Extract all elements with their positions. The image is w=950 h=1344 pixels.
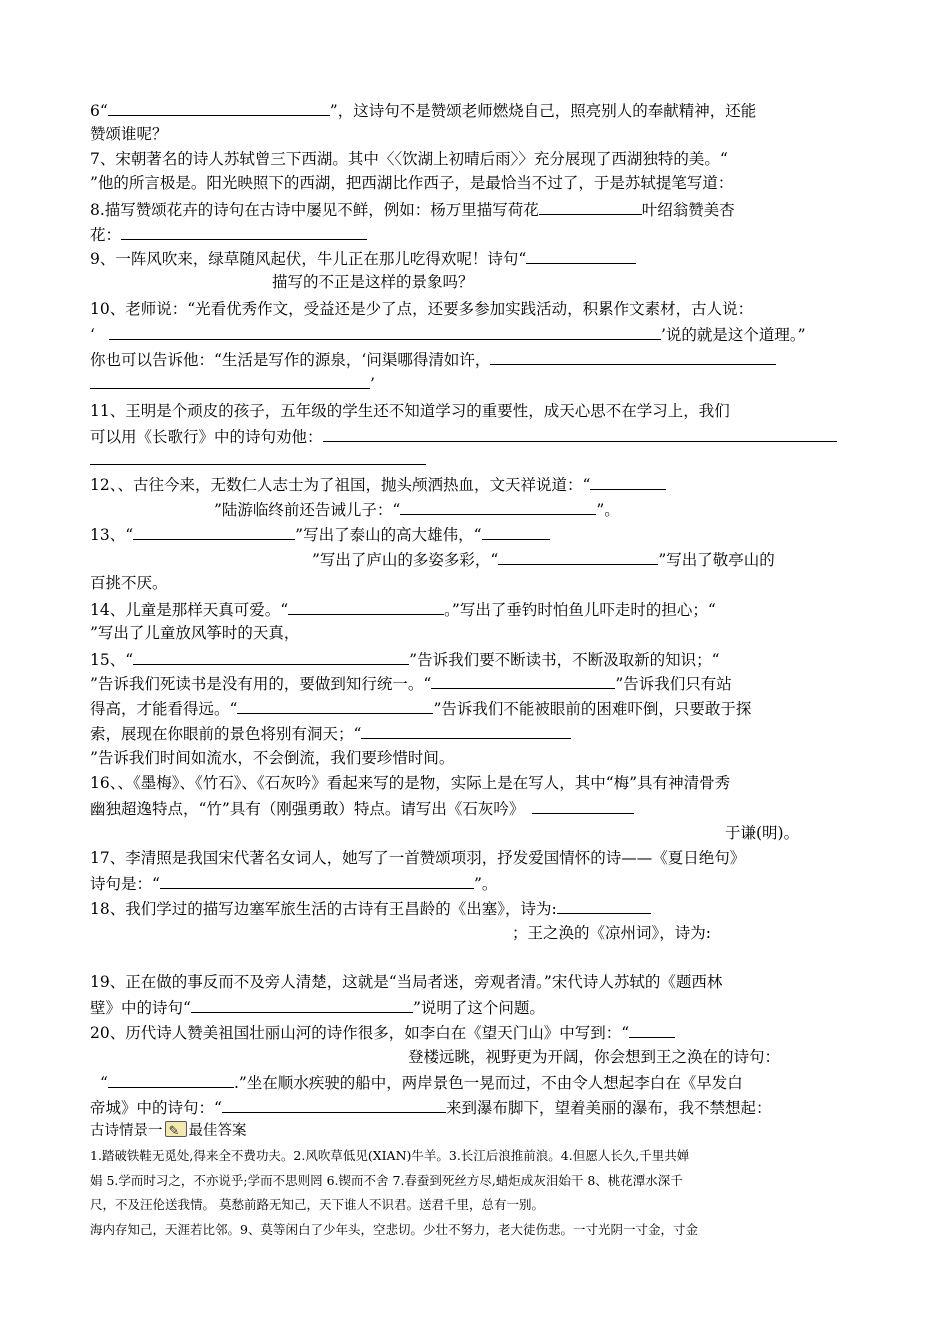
blank-q6[interactable] xyxy=(108,98,330,116)
question-19-line-1: 19、正在做的事反而不及旁人清楚，这就是“当局者迷，旁观者清。”宋代诗人苏轼的《题西林 xyxy=(90,973,723,991)
question-16-line-1: 16、、《墨梅》、《竹石》、《石灰吟》看起来写的是物，实际上是在写人，其中“梅”具有神清骨秀 xyxy=(90,774,731,792)
question-20-line-4: 帝城》中的诗句：“ 来到瀑布脚下，望着美丽的瀑布，我不禁想起： xyxy=(90,1095,771,1119)
question-15-line-1: 15、“ ”告诉我们要不断读书，不断汲取新的知识；“ xyxy=(90,647,720,671)
question-7-line-2: ”他的所言极是。阳光映照下的西湖，把西湖比作西子，是最恰当不过了，于是苏轼提笔写道： xyxy=(90,174,734,192)
blank-q8-apricot[interactable] xyxy=(121,222,367,240)
question-20-line-1: 20、历代诗人赞美祖国壮丽山河的诗作很多，如李白在《望天门山》中写到：“ xyxy=(90,1020,675,1044)
answers-heading: 古诗情景一✎ 最佳答案 xyxy=(90,1119,247,1143)
question-15-line-3: 得高，才能看得远。“ ”告诉我们不能被眼前的困难吓倒，只要敢于探 xyxy=(90,696,751,720)
question-13-line-3: 百挑不厌。 xyxy=(90,574,168,592)
question-16-line-3: 于谦(明)。 xyxy=(725,824,800,842)
question-15-line-4: 索，展现在你眼前的景色将别有洞天；“ xyxy=(90,721,571,745)
question-6-line-2: 赞颂谁呢？ xyxy=(90,125,168,143)
blank-q20-a[interactable] xyxy=(629,1020,675,1038)
question-12-line-2: ”陆游临终前还告诫儿子：“ ”。 xyxy=(214,497,620,521)
question-18-line-2: ；王之涣的《凉州词》，诗为: xyxy=(512,924,711,942)
blank-q8-lotus[interactable] xyxy=(539,197,642,215)
question-18-line-1: 18、我们学过的描写边塞军旅生活的古诗有王昌龄的《出塞》，诗为: xyxy=(90,896,651,920)
question-14-line-2: ”写出了儿童放风筝时的天真， xyxy=(90,624,300,642)
blank-q15-c[interactable] xyxy=(431,671,615,689)
question-17-line-1: 17、李清照是我国宋代著名女词人，她写了一首赞颂项羽，抒发爱国情怀的诗——《夏日绝句》 xyxy=(90,849,746,867)
question-20-line-3: “ .”坐在顺水疾驶的船中，两岸景色一晃而过，不由令人想起李白在《早发白 xyxy=(100,1070,743,1094)
question-14-line-1: 14、儿童是那样天真可爱。“ 。”写出了垂钓时怕鱼儿吓走时的担心；“ xyxy=(90,597,716,621)
blank-q12-b[interactable] xyxy=(400,497,596,515)
question-20-line-2: 登楼远眺，视野更为开阔，你会想到王之涣在的诗句： xyxy=(408,1048,781,1066)
answers-line-1: 1.踏破铁鞋无觅处,得来全不费功夫。2.风吹草低见(XIAN)牛羊。3.长江后浪推前浪。4.但愿人长久,千里共婵 xyxy=(90,1148,690,1163)
blank-q19[interactable] xyxy=(191,995,413,1013)
blank-q10-a[interactable] xyxy=(109,322,661,340)
blank-q11-part2[interactable] xyxy=(90,447,426,465)
blank-q15-e[interactable] xyxy=(361,721,571,739)
blank-q13-c[interactable] xyxy=(498,547,658,565)
blank-q20-c[interactable] xyxy=(222,1095,446,1113)
blank-q15-a[interactable] xyxy=(133,647,409,665)
blank-q20-b[interactable] xyxy=(108,1070,234,1088)
question-11-line-1: 11、王明是个顽皮的孩子，五年级的学生还不知道学习的重要性，成天心思不在学习上，我们 xyxy=(90,402,730,420)
question-11-line-2: 可以用《长歌行》中的诗句劝他： xyxy=(90,424,837,448)
question-10-line-1: 10、老师说：“光看优秀作文，受益还是少了点，还要多参加实践活动，积累作文素材，古人说： xyxy=(90,300,754,318)
blank-q10-b-part1[interactable] xyxy=(490,347,776,365)
question-11-line-3 xyxy=(90,447,426,471)
answers-line-2: 娟 5.学而时习之，不亦说乎;学而不思则罔 6.锲而不舍 7.春蚕到死丝方尽,蜡炬成灰泪始干 8、桃花潭水深千 xyxy=(90,1173,683,1188)
question-16-line-2: 幽独超逸特点，“竹”具有（刚强勇敢）特点。请写出《石灰吟》 xyxy=(90,796,634,820)
blank-q13-a[interactable] xyxy=(133,522,295,540)
blank-q15-d[interactable] xyxy=(237,696,433,714)
question-7-line-1: 7、宋朝著名的诗人苏轼曾三下西湖。其中〈〈饮湖上初晴后雨〉〉充分展现了西湖独特的美。“ xyxy=(90,150,728,168)
blank-q13-b[interactable] xyxy=(482,522,550,540)
pencil-edit-icon[interactable] xyxy=(165,1121,187,1137)
question-15-line-2: ”告诉我们死读书是没有用的，要做到知行统一。“ ”告诉我们只有站 xyxy=(90,671,732,695)
question-17-line-2: 诗句是：“ ”。 xyxy=(90,871,497,895)
question-13-line-1: 13、“ ”写出了泰山的高大雄伟，“ xyxy=(90,522,550,546)
blank-q10-b-part2[interactable] xyxy=(90,371,370,389)
blank-q11-part1[interactable] xyxy=(323,424,837,442)
answers-line-3: 尺，不及汪伦送我情。 莫愁前路无知己，天下谁人不识君。送君千里，总有一别。 xyxy=(90,1197,544,1212)
question-8-line-1: 8.描写赞颂花卉的诗句在古诗中屡见不鲜，例如：杨万里描写荷花 叶绍翁赞美杏 xyxy=(90,197,735,221)
question-10-line-4: ’ xyxy=(90,371,375,395)
blank-q18-a[interactable] xyxy=(557,896,651,914)
question-13-line-2: ”写出了庐山的多姿多彩，“ ”写出了敬亭山的 xyxy=(312,547,775,571)
blank-q9[interactable] xyxy=(526,246,636,264)
question-9-line-1: 9、一阵风吹来，绿草随风起伏，牛儿正在那儿吃得欢呢！诗句“ xyxy=(90,246,636,270)
question-6-line-1: 6“ ”，这诗句不是赞颂老师燃烧自己，照亮别人的奉献精神，还能 xyxy=(90,98,756,122)
question-15-line-5: ”告诉我们时间如流水，不会倒流，我们要珍惜时间。 xyxy=(90,749,455,767)
question-19-line-2: 壁》中的诗句“ ”说明了这个问题。 xyxy=(90,995,545,1019)
question-9-line-2: 描写的不正是这样的景象吗？ xyxy=(272,273,474,291)
question-12-line-1: 12、、古往今来，无数仁人志士为了祖国，抛头颅洒热血，文天祥说道：“ xyxy=(90,472,666,496)
question-10-line-2: ‘ ’说的就是这个道理。” xyxy=(90,322,806,346)
blank-q14-a[interactable] xyxy=(288,597,444,615)
question-10-line-3: 你也可以告诉他：“生活是写作的源泉，‘问渠哪得清如许， xyxy=(90,347,776,371)
blank-q12-a[interactable] xyxy=(590,472,666,490)
blank-q17[interactable] xyxy=(160,871,474,889)
blank-q16[interactable] xyxy=(532,796,634,814)
question-8-line-2: 花： xyxy=(90,222,367,246)
answers-line-4: 海内存知己，天涯若比邻。9、莫等闲白了少年头，空悲切。少壮不努力，老大徒伤悲。一寸光阴一寸金，寸金 xyxy=(90,1222,698,1237)
